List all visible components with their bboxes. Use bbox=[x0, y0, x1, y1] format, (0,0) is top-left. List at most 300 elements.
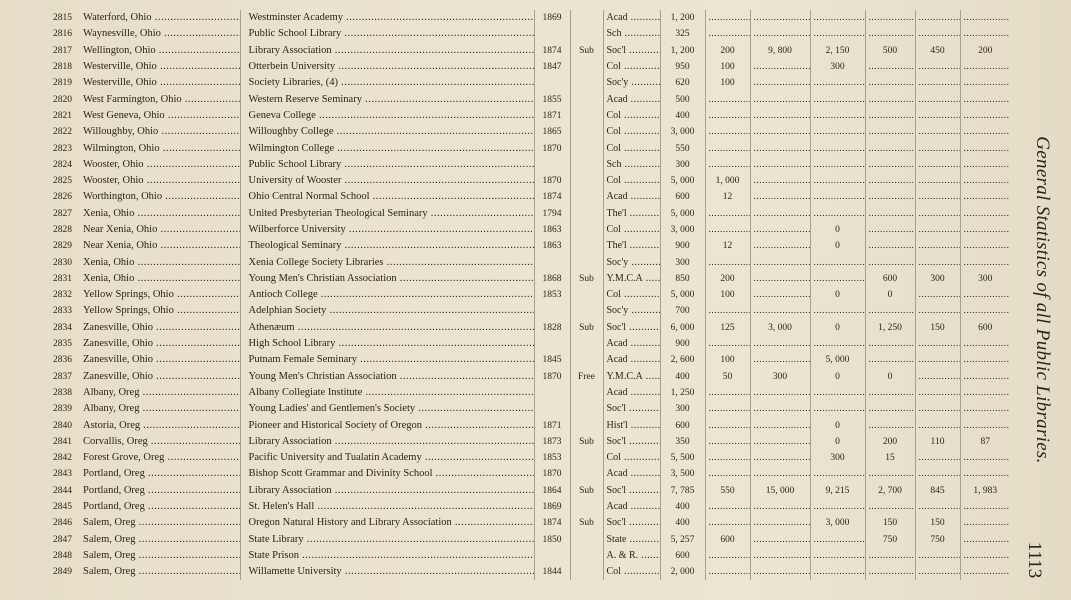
volumes-cell: 1, 200 bbox=[660, 43, 705, 59]
table-row bbox=[40, 10, 1010, 26]
place-cell: Wilmington, Ohio ..... bbox=[80, 140, 240, 156]
stat-cell bbox=[810, 548, 865, 564]
class-cell: Soc'y ..... bbox=[603, 254, 660, 270]
year-founded-cell: 1847 bbox=[534, 59, 570, 75]
volumes-cell: 5, 500 bbox=[660, 450, 705, 466]
row-number: 2815 bbox=[53, 13, 72, 24]
stat-cell bbox=[865, 157, 915, 173]
volumes-cell: 600 bbox=[660, 548, 705, 564]
table-row bbox=[40, 352, 1010, 368]
stat-cell bbox=[705, 401, 750, 417]
row-number: 2816 bbox=[53, 29, 72, 40]
volumes-cell: 2, 000 bbox=[660, 564, 705, 580]
stat-cell bbox=[960, 336, 1010, 352]
stat-cell bbox=[750, 352, 810, 368]
class-cell: Y.M.C.A ..... bbox=[603, 271, 660, 287]
class-cell: Soc'y ..... bbox=[603, 303, 660, 319]
row-number: 2818 bbox=[53, 62, 72, 73]
place-cell: Zanesville, Ohio ..... bbox=[80, 336, 240, 352]
place-cell: Forest Grove, Oreg ..... bbox=[80, 450, 240, 466]
volumes-cell: 1, 250 bbox=[660, 385, 705, 401]
support-cell bbox=[570, 189, 603, 205]
year-founded-cell: 1850 bbox=[534, 532, 570, 548]
year-founded-cell: 1868 bbox=[534, 271, 570, 287]
year-founded-cell: 1828 bbox=[534, 320, 570, 336]
stat-cell bbox=[865, 173, 915, 189]
table-row bbox=[40, 466, 1010, 482]
stat-cell: 100 bbox=[705, 287, 750, 303]
stat-cell: 2, 150 bbox=[810, 43, 865, 59]
volumes-cell: 3, 000 bbox=[660, 222, 705, 238]
stat-cell bbox=[915, 238, 960, 254]
stat-cell: 125 bbox=[705, 320, 750, 336]
stat-cell bbox=[960, 385, 1010, 401]
stat-cell bbox=[750, 140, 810, 156]
stat-cell bbox=[865, 222, 915, 238]
stat-cell bbox=[865, 336, 915, 352]
stat-cell: 110 bbox=[915, 434, 960, 450]
library-name-cell: Public School Library ..... bbox=[240, 157, 534, 173]
stat-cell bbox=[810, 385, 865, 401]
support-cell bbox=[570, 466, 603, 482]
row-number: 2847 bbox=[53, 534, 72, 545]
stat-cell bbox=[865, 238, 915, 254]
stat-cell bbox=[960, 450, 1010, 466]
stat-cell bbox=[750, 515, 810, 531]
table-row bbox=[40, 287, 1010, 303]
support-cell bbox=[570, 532, 603, 548]
table-row bbox=[40, 532, 1010, 548]
library-name-cell: State Library ..... bbox=[240, 532, 534, 548]
stat-cell: 15 bbox=[865, 450, 915, 466]
stat-cell bbox=[750, 206, 810, 222]
stat-cell: 300 bbox=[978, 273, 993, 284]
row-number: 2833 bbox=[53, 306, 72, 317]
class-cell: Acad ..... bbox=[603, 466, 660, 482]
stat-cell bbox=[915, 108, 960, 124]
place-cell: Salem, Oreg ..... bbox=[80, 515, 240, 531]
library-name-cell: Albany Collegiate Institute ..... bbox=[240, 385, 534, 401]
volumes-cell: 350 bbox=[660, 434, 705, 450]
stat-cell: 500 bbox=[865, 43, 915, 59]
volumes-cell: 600 bbox=[660, 417, 705, 433]
table-row bbox=[40, 499, 1010, 515]
stat-cell: 200 bbox=[705, 43, 750, 59]
place-cell: Albany, Oreg ..... bbox=[80, 385, 240, 401]
place-cell: Corvallis, Oreg ..... bbox=[80, 434, 240, 450]
stat-cell bbox=[810, 499, 865, 515]
library-name-cell: Willamette University ..... bbox=[240, 564, 534, 580]
volumes-cell: 400 bbox=[660, 108, 705, 124]
year-founded-cell: 1855 bbox=[534, 91, 570, 107]
row-number: 2840 bbox=[53, 420, 72, 431]
library-name-cell: Pacific University and Tualatin Academy ..... bbox=[240, 450, 534, 466]
stat-cell bbox=[865, 499, 915, 515]
year-founded-cell bbox=[534, 254, 570, 270]
stat-cell bbox=[865, 26, 915, 42]
volumes-cell: 7, 785 bbox=[660, 483, 705, 499]
stat-cell bbox=[810, 124, 865, 140]
stat-cell bbox=[705, 466, 750, 482]
row-number: 2842 bbox=[53, 453, 72, 464]
support-cell bbox=[570, 303, 603, 319]
class-cell: Acad ..... bbox=[603, 499, 660, 515]
year-founded-cell: 1874 bbox=[534, 43, 570, 59]
table-row bbox=[40, 108, 1010, 124]
year-founded-cell: 1844 bbox=[534, 564, 570, 580]
support-cell bbox=[570, 222, 603, 238]
class-cell: Soc'y ..... bbox=[603, 75, 660, 91]
place-cell: Wooster, Ohio ..... bbox=[80, 157, 240, 173]
volumes-cell: 5, 000 bbox=[660, 287, 705, 303]
stat-cell bbox=[960, 222, 1010, 238]
stat-cell: 200 bbox=[865, 434, 915, 450]
row-number: 2820 bbox=[53, 94, 72, 105]
stat-cell bbox=[915, 385, 960, 401]
stat-cell: 12 bbox=[705, 189, 750, 205]
table-row bbox=[40, 515, 1010, 531]
stat-cell bbox=[915, 499, 960, 515]
stat-cell bbox=[915, 254, 960, 270]
year-founded-cell: 1853 bbox=[534, 450, 570, 466]
stat-cell bbox=[750, 499, 810, 515]
stat-cell: 0 bbox=[810, 369, 865, 385]
stat-cell bbox=[750, 466, 810, 482]
support-cell bbox=[570, 417, 603, 433]
year-founded-cell: 1869 bbox=[534, 10, 570, 26]
support-cell: Sub bbox=[570, 515, 603, 531]
class-cell: The'l ..... bbox=[603, 238, 660, 254]
row-number: 2849 bbox=[53, 567, 72, 578]
table-row bbox=[40, 254, 1010, 270]
table-row bbox=[40, 369, 1010, 385]
library-name-cell: Xenia College Society Libraries ..... bbox=[240, 254, 534, 270]
row-number: 2848 bbox=[53, 550, 72, 561]
stat-cell bbox=[960, 287, 1010, 303]
stat-cell bbox=[810, 466, 865, 482]
stat-cell bbox=[705, 385, 750, 401]
stat-cell bbox=[915, 206, 960, 222]
side-title: General Statistics of all Public Libraries. bbox=[1032, 136, 1053, 464]
stat-cell bbox=[750, 401, 810, 417]
year-founded-cell: 1863 bbox=[534, 222, 570, 238]
support-cell bbox=[570, 499, 603, 515]
stat-cell bbox=[915, 417, 960, 433]
year-founded-cell: 1864 bbox=[534, 483, 570, 499]
place-cell: Xenia, Ohio ..... bbox=[80, 271, 240, 287]
class-cell: Soc'l ..... bbox=[603, 320, 660, 336]
year-founded-cell: 1863 bbox=[534, 238, 570, 254]
stat-cell bbox=[865, 59, 915, 75]
class-cell: Soc'l ..... bbox=[603, 43, 660, 59]
support-cell: Sub bbox=[570, 483, 603, 499]
support-cell bbox=[570, 140, 603, 156]
support-cell bbox=[570, 124, 603, 140]
volumes-cell: 620 bbox=[660, 75, 705, 91]
volumes-cell: 300 bbox=[660, 157, 705, 173]
stat-cell bbox=[960, 59, 1010, 75]
row-number: 2843 bbox=[53, 469, 72, 480]
table-row bbox=[40, 238, 1010, 254]
library-name-cell: Westminster Academy ..... bbox=[240, 10, 534, 26]
volumes-cell: 5, 000 bbox=[660, 173, 705, 189]
volumes-cell: 700 bbox=[660, 303, 705, 319]
library-name-cell: Young Men's Christian Association ..... bbox=[240, 369, 534, 385]
stat-cell: 5, 000 bbox=[810, 352, 865, 368]
stat-cell bbox=[810, 91, 865, 107]
stat-cell bbox=[865, 564, 915, 580]
table-row bbox=[40, 189, 1010, 205]
stat-cell: 200 bbox=[978, 45, 993, 56]
place-cell: Portland, Oreg ..... bbox=[80, 466, 240, 482]
year-founded-cell: 1874 bbox=[534, 189, 570, 205]
stat-cell: 100 bbox=[705, 59, 750, 75]
stat-cell bbox=[750, 75, 810, 91]
volumes-cell: 3, 000 bbox=[660, 124, 705, 140]
stat-cell: 50 bbox=[705, 369, 750, 385]
stat-cell: 750 bbox=[915, 532, 960, 548]
class-cell: Y.M.C.A ..... bbox=[603, 369, 660, 385]
stat-cell bbox=[750, 417, 810, 433]
support-cell: Sub bbox=[570, 434, 603, 450]
row-number: 2817 bbox=[53, 45, 72, 56]
support-cell bbox=[570, 91, 603, 107]
support-cell bbox=[570, 173, 603, 189]
stat-cell bbox=[915, 352, 960, 368]
class-cell: Col ..... bbox=[603, 140, 660, 156]
table-row bbox=[40, 417, 1010, 433]
year-founded-cell: 1865 bbox=[534, 124, 570, 140]
table-row bbox=[40, 434, 1010, 450]
stat-cell: 0 bbox=[810, 434, 865, 450]
table-row bbox=[40, 336, 1010, 352]
year-founded-cell bbox=[534, 401, 570, 417]
class-cell: State ..... bbox=[603, 532, 660, 548]
support-cell bbox=[570, 401, 603, 417]
place-cell: Zanesville, Ohio ..... bbox=[80, 320, 240, 336]
support-cell bbox=[570, 10, 603, 26]
table-row bbox=[40, 320, 1010, 336]
row-number: 2830 bbox=[53, 257, 72, 268]
stat-cell bbox=[810, 157, 865, 173]
stat-cell bbox=[960, 548, 1010, 564]
row-number: 2821 bbox=[53, 110, 72, 121]
year-founded-cell: 1870 bbox=[534, 140, 570, 156]
place-cell: Westerville, Ohio ..... bbox=[80, 75, 240, 91]
stat-cell bbox=[810, 173, 865, 189]
stat-cell bbox=[960, 189, 1010, 205]
stat-cell bbox=[960, 10, 1010, 26]
table-row bbox=[40, 303, 1010, 319]
volumes-cell: 600 bbox=[660, 189, 705, 205]
stat-cell bbox=[750, 564, 810, 580]
stat-cell: 300 bbox=[810, 450, 865, 466]
row-number: 2841 bbox=[53, 436, 72, 447]
stat-cell bbox=[750, 59, 810, 75]
place-cell: Portland, Oreg ..... bbox=[80, 483, 240, 499]
place-cell: West Geneva, Ohio ..... bbox=[80, 108, 240, 124]
stat-cell: 0 bbox=[810, 222, 865, 238]
support-cell bbox=[570, 157, 603, 173]
stat-cell bbox=[960, 157, 1010, 173]
stat-cell bbox=[750, 173, 810, 189]
year-founded-cell bbox=[534, 157, 570, 173]
stat-cell bbox=[865, 352, 915, 368]
year-founded-cell bbox=[534, 26, 570, 42]
place-cell: Albany, Oreg ..... bbox=[80, 401, 240, 417]
library-name-cell: State Prison ..... bbox=[240, 548, 534, 564]
table-row bbox=[40, 157, 1010, 173]
stat-cell bbox=[705, 124, 750, 140]
stat-cell bbox=[810, 26, 865, 42]
stat-cell: 600 bbox=[705, 532, 750, 548]
table-row bbox=[40, 43, 1010, 59]
library-name-cell: Young Men's Christian Association ..... bbox=[240, 271, 534, 287]
row-number: 2823 bbox=[53, 143, 72, 154]
stat-cell bbox=[750, 434, 810, 450]
stat-cell: 0 bbox=[810, 417, 865, 433]
stat-cell bbox=[865, 189, 915, 205]
stat-cell bbox=[960, 352, 1010, 368]
stat-cell bbox=[915, 466, 960, 482]
support-cell bbox=[570, 352, 603, 368]
stat-cell bbox=[915, 157, 960, 173]
support-cell: Sub bbox=[570, 43, 603, 59]
library-name-cell: Theological Seminary ..... bbox=[240, 238, 534, 254]
stat-cell bbox=[960, 564, 1010, 580]
stat-cell: 200 bbox=[705, 271, 750, 287]
year-founded-cell: 1870 bbox=[534, 466, 570, 482]
stat-cell: 100 bbox=[705, 352, 750, 368]
class-cell: A. & R. ..... bbox=[603, 548, 660, 564]
stat-cell bbox=[705, 564, 750, 580]
class-cell: Acad ..... bbox=[603, 352, 660, 368]
stat-cell bbox=[865, 10, 915, 26]
table-row bbox=[40, 75, 1010, 91]
library-name-cell: Pioneer and Historical Society of Oregon ..... bbox=[240, 417, 534, 433]
stat-cell bbox=[810, 401, 865, 417]
stat-cell: 1, 000 bbox=[705, 173, 750, 189]
volumes-cell: 300 bbox=[660, 254, 705, 270]
stat-cell bbox=[810, 532, 865, 548]
class-cell: Acad ..... bbox=[603, 10, 660, 26]
support-cell bbox=[570, 75, 603, 91]
library-name-cell: Young Ladies' and Gentlemen's Society ..... bbox=[240, 401, 534, 417]
stat-cell: 150 bbox=[915, 320, 960, 336]
page-number: 1113 bbox=[1024, 541, 1045, 579]
volumes-cell: 400 bbox=[660, 515, 705, 531]
row-number: 2824 bbox=[53, 159, 72, 170]
volumes-cell: 5, 000 bbox=[660, 206, 705, 222]
stat-cell bbox=[810, 336, 865, 352]
stat-cell bbox=[915, 303, 960, 319]
row-number: 2835 bbox=[53, 339, 72, 350]
class-cell: Col ..... bbox=[603, 450, 660, 466]
place-cell: Waynesville, Ohio ..... bbox=[80, 26, 240, 42]
row-number: 2838 bbox=[53, 387, 72, 398]
stat-cell bbox=[915, 91, 960, 107]
library-name-cell: Library Association ..... bbox=[240, 43, 534, 59]
support-cell bbox=[570, 206, 603, 222]
stat-cell bbox=[705, 108, 750, 124]
class-cell: Col ..... bbox=[603, 173, 660, 189]
stat-cell: 600 bbox=[865, 271, 915, 287]
volumes-cell: 325 bbox=[660, 26, 705, 42]
stat-cell bbox=[865, 91, 915, 107]
stat-cell bbox=[705, 254, 750, 270]
stat-cell bbox=[915, 401, 960, 417]
stat-cell bbox=[915, 450, 960, 466]
place-cell: Westerville, Ohio ..... bbox=[80, 59, 240, 75]
place-cell: West Farmington, Ohio ..... bbox=[80, 91, 240, 107]
stat-cell: 100 bbox=[705, 75, 750, 91]
stat-cell bbox=[915, 26, 960, 42]
support-cell bbox=[570, 108, 603, 124]
support-cell bbox=[570, 336, 603, 352]
row-number: 2822 bbox=[53, 127, 72, 138]
year-founded-cell: 1794 bbox=[534, 206, 570, 222]
stat-cell bbox=[960, 369, 1010, 385]
stat-cell bbox=[865, 417, 915, 433]
stat-cell bbox=[750, 222, 810, 238]
class-cell: The'l ..... bbox=[603, 206, 660, 222]
stat-cell bbox=[750, 124, 810, 140]
row-number: 2828 bbox=[53, 225, 72, 235]
volumes-cell: 550 bbox=[660, 140, 705, 156]
library-name-cell: Library Association ..... bbox=[240, 483, 534, 499]
table-body bbox=[40, 10, 1010, 580]
stat-cell bbox=[750, 91, 810, 107]
place-cell: Salem, Oreg ..... bbox=[80, 532, 240, 548]
year-founded-cell: 1853 bbox=[534, 287, 570, 303]
year-founded-cell: 1869 bbox=[534, 499, 570, 515]
stat-cell bbox=[960, 173, 1010, 189]
table-row bbox=[40, 59, 1010, 75]
volumes-cell: 400 bbox=[660, 499, 705, 515]
library-name-cell: Society Libraries, (4) ..... bbox=[240, 75, 534, 91]
row-number: 2819 bbox=[53, 78, 72, 89]
class-cell: Hist'l ..... bbox=[603, 417, 660, 433]
stat-cell bbox=[865, 124, 915, 140]
stat-cell bbox=[810, 189, 865, 205]
stat-cell bbox=[960, 532, 1010, 548]
volumes-cell: 6, 000 bbox=[660, 320, 705, 336]
stat-cell bbox=[915, 75, 960, 91]
support-cell bbox=[570, 564, 603, 580]
stat-cell bbox=[750, 254, 810, 270]
stat-cell bbox=[810, 108, 865, 124]
table-row bbox=[40, 483, 1010, 499]
stat-cell: 550 bbox=[705, 483, 750, 499]
class-cell: Soc'l ..... bbox=[603, 483, 660, 499]
table-row bbox=[40, 385, 1010, 401]
row-number: 2834 bbox=[53, 322, 72, 333]
stat-cell bbox=[960, 515, 1010, 531]
place-cell: Wooster, Ohio ..... bbox=[80, 173, 240, 189]
class-cell: Acad ..... bbox=[603, 91, 660, 107]
library-name-cell: University of Wooster ..... bbox=[240, 173, 534, 189]
stat-cell bbox=[810, 271, 865, 287]
stat-cell: 12 bbox=[705, 238, 750, 254]
stat-cell bbox=[750, 336, 810, 352]
stat-cell bbox=[960, 254, 1010, 270]
row-number: 2846 bbox=[53, 518, 72, 529]
place-cell: Portland, Oreg ..... bbox=[80, 499, 240, 515]
table-row bbox=[40, 401, 1010, 417]
stat-cell bbox=[915, 10, 960, 26]
support-cell bbox=[570, 254, 603, 270]
year-founded-cell: 1870 bbox=[534, 369, 570, 385]
